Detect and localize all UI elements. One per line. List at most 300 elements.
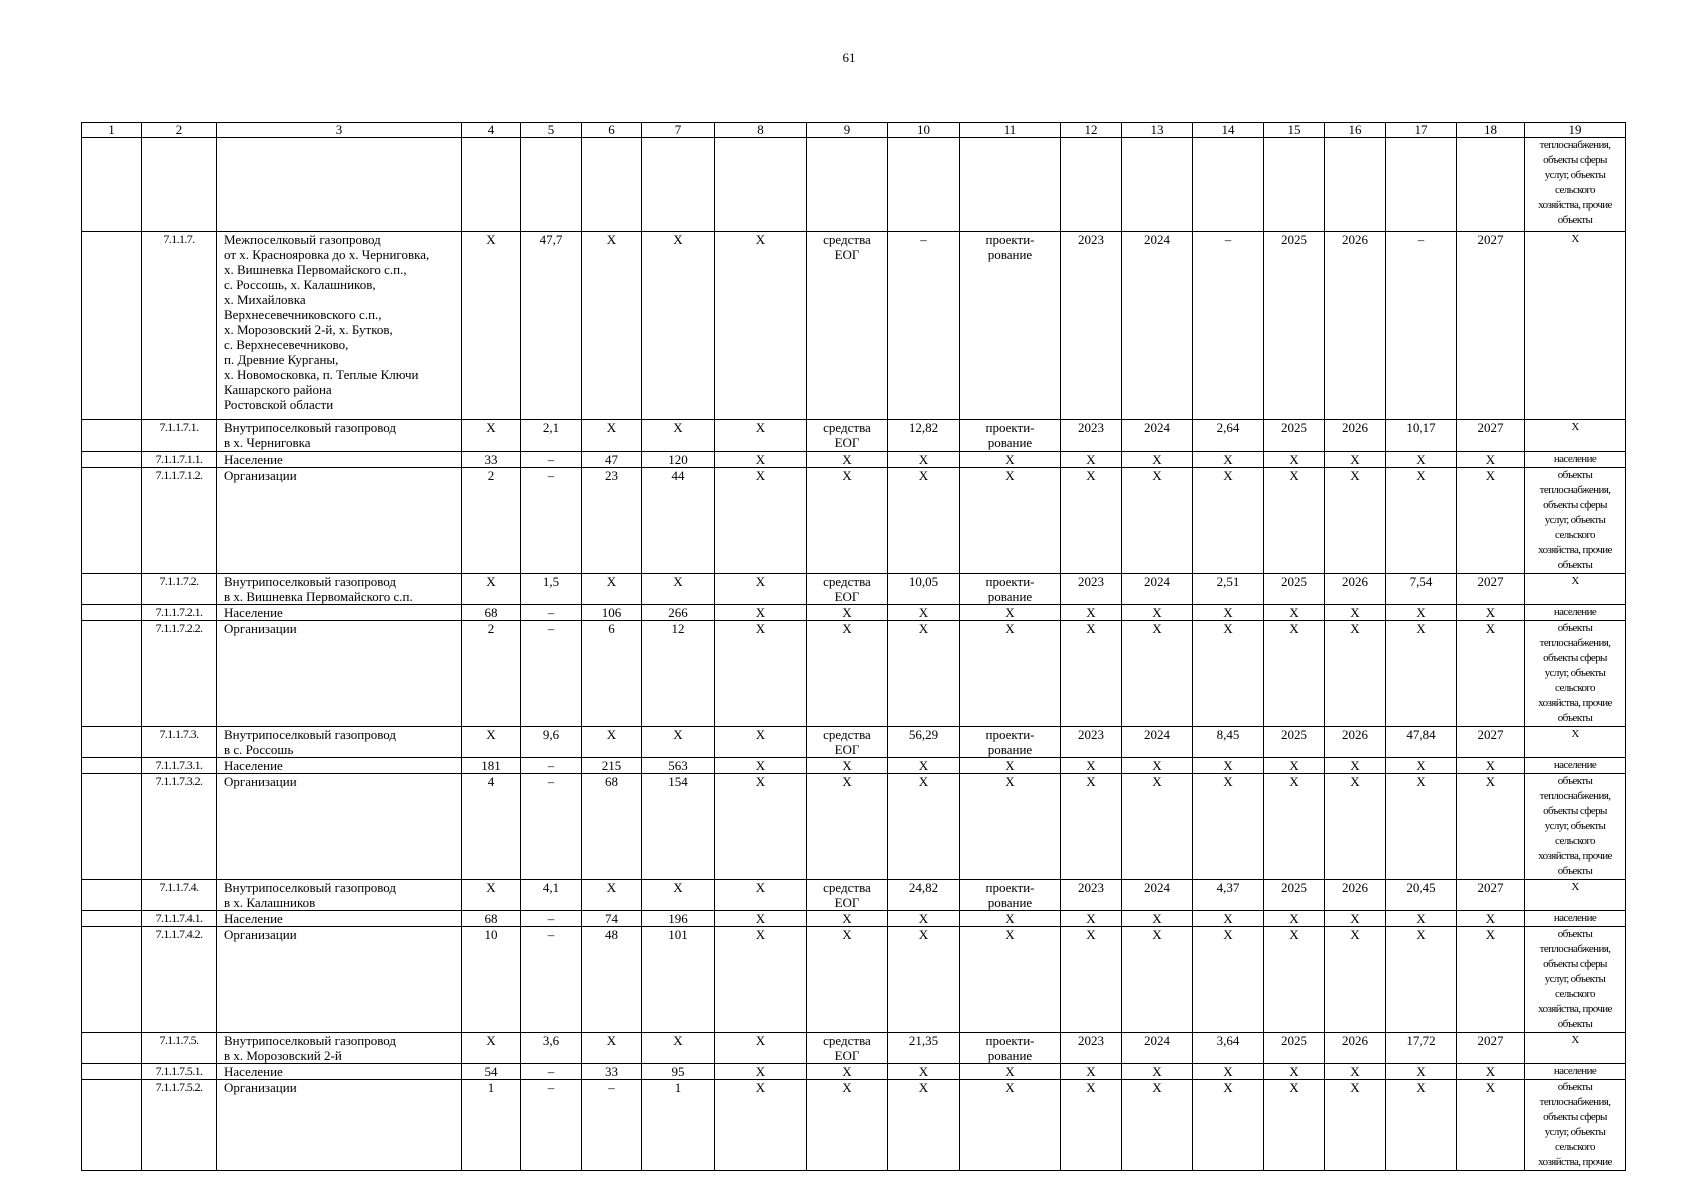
table-cell-col-3: Население [217,452,462,468]
table-cell-col-8: Х [715,621,807,727]
table-cell-col-9: средства ЕОГ [807,420,888,452]
table-body [82,138,1626,1171]
table-cell-col-6: 33 [582,1064,642,1080]
table-cell-col-7: Х [642,574,715,605]
table-cell-col-18: Х [1457,605,1525,621]
table-cell-col-2: 7.1.1.7.4. [142,880,217,911]
table-cell-col-1 [82,1080,142,1171]
table-cell-col-2: 7.1.1.7.4.1. [142,911,217,927]
table-cell-col-1 [82,774,142,880]
table-cell-col-16: 2026 [1325,420,1386,452]
table-cell-col-17: 17,72 [1386,1033,1457,1064]
table-cell-col-11: Х [960,605,1061,621]
table-cell-col-19: объекты теплоснабжения, объекты сферы услуг, объекты сельского хозяйства, прочие объекты [1525,927,1626,1033]
table-cell-col-12: Х [1061,468,1122,574]
table-cell-col-14: Х [1193,774,1264,880]
table-cell-col-11: проекти- рование [960,420,1061,452]
table-cell-col-4: 10 [462,927,521,1033]
table-cell-col-5: 2,1 [521,420,582,452]
table-cell-col-5: 47,7 [521,232,582,420]
table-cell-col-9: Х [807,911,888,927]
table-cell-col-2: 7.1.1.7.5. [142,1033,217,1064]
table-cell-col-3: Население [217,1064,462,1080]
table-cell-col-14: Х [1193,1064,1264,1080]
table-cell-col-5: 4,1 [521,880,582,911]
table-cell-col-13: 2024 [1122,232,1193,420]
table-cell-col-11: проекти- рование [960,727,1061,758]
table-cell-col-7: 95 [642,1064,715,1080]
table-cell-col-12: 2023 [1061,727,1122,758]
table-cell-col-1 [82,621,142,727]
column-header-6: 6 [582,123,642,138]
column-header-10: 10 [888,123,960,138]
table-cell-col-8: Х [715,232,807,420]
table-row [82,774,1626,880]
table-cell-col-13: 2024 [1122,574,1193,605]
table-cell-col-8: Х [715,727,807,758]
table-cell-col-8: Х [715,774,807,880]
table-cell-col-11: Х [960,911,1061,927]
table-cell-col-12 [1061,138,1122,232]
table-cell-col-18: 2027 [1457,420,1525,452]
table-cell-col-8: Х [715,758,807,774]
table-cell-col-2: 7.1.1.7.2.1. [142,605,217,621]
table-cell-col-19: объекты теплоснабжения, объекты сферы услуг, объекты сельского хозяйства, прочие объекты [1525,468,1626,574]
table-cell-col-7: 266 [642,605,715,621]
table-cell-col-18: Х [1457,1064,1525,1080]
table-cell-col-19: население [1525,452,1626,468]
table-cell-col-1 [82,574,142,605]
table-cell-col-16: Х [1325,605,1386,621]
column-header-14: 14 [1193,123,1264,138]
table-cell-col-15: Х [1264,774,1325,880]
table-cell-col-1 [82,1064,142,1080]
table-cell-col-4: Х [462,1033,521,1064]
table-cell-col-13: Х [1122,468,1193,574]
column-header-2: 2 [142,123,217,138]
table-cell-col-6: 6 [582,621,642,727]
table-cell-col-10 [888,138,960,232]
table-cell-col-14: Х [1193,1080,1264,1171]
table-cell-col-15: Х [1264,1064,1325,1080]
column-number-row [82,123,1626,138]
table-cell-col-5 [521,138,582,232]
table-cell-col-7: 154 [642,774,715,880]
table-cell-col-16: Х [1325,758,1386,774]
table-cell-col-11: проекти- рование [960,1033,1061,1064]
column-header-7: 7 [642,123,715,138]
table-cell-col-4: 33 [462,452,521,468]
table-cell-col-16: 2026 [1325,232,1386,420]
table-cell-col-10: Х [888,452,960,468]
table-cell-col-8: Х [715,468,807,574]
table-row [82,1080,1626,1171]
table-cell-col-12: 2023 [1061,420,1122,452]
table-cell-col-1 [82,605,142,621]
column-header-5: 5 [521,123,582,138]
table-cell-col-15: Х [1264,452,1325,468]
table-cell-col-16: Х [1325,468,1386,574]
table-cell-col-8: Х [715,911,807,927]
table-row [82,1033,1626,1064]
table-cell-col-5: – [521,468,582,574]
table-cell-col-2: 7.1.1.7.5.2. [142,1080,217,1171]
table-cell-col-6: 23 [582,468,642,574]
table-cell-col-13: 2024 [1122,727,1193,758]
table-cell-col-17: Х [1386,774,1457,880]
table-row [82,927,1626,1033]
table-cell-col-13: 2024 [1122,420,1193,452]
table-cell-col-16: Х [1325,774,1386,880]
table-cell-col-14: Х [1193,927,1264,1033]
table-cell-col-14: Х [1193,468,1264,574]
table-cell-col-13: 2024 [1122,880,1193,911]
table-cell-col-19: Х [1525,574,1626,605]
table-cell-col-18: Х [1457,927,1525,1033]
table-cell-col-16: Х [1325,621,1386,727]
table-cell-col-1 [82,727,142,758]
table-cell-col-18: 2027 [1457,1033,1525,1064]
table-cell-col-15: 2025 [1264,420,1325,452]
table-row [82,420,1626,452]
table-cell-col-19: теплоснабжения, объекты сферы услуг, объекты сельского хозяйства, прочие объекты [1525,138,1626,232]
table-cell-col-10: Х [888,605,960,621]
table-cell-col-19: Х [1525,232,1626,420]
table-cell-col-4: 4 [462,774,521,880]
table-cell-col-6: 68 [582,774,642,880]
table-cell-col-6: Х [582,232,642,420]
table-cell-col-9: Х [807,927,888,1033]
table-cell-col-14: Х [1193,605,1264,621]
table-cell-col-7: Х [642,420,715,452]
table-cell-col-4: 68 [462,605,521,621]
table-cell-col-10: 56,29 [888,727,960,758]
table-cell-col-12: Х [1061,1080,1122,1171]
table-cell-col-14: Х [1193,621,1264,727]
table-cell-col-6: – [582,1080,642,1171]
table-cell-col-11: Х [960,758,1061,774]
table-cell-col-11: Х [960,1080,1061,1171]
table-cell-col-8: Х [715,880,807,911]
table-cell-col-17: Х [1386,911,1457,927]
table-cell-col-5: – [521,774,582,880]
table-cell-col-11: Х [960,774,1061,880]
column-header-4: 4 [462,123,521,138]
table-cell-col-10: 10,05 [888,574,960,605]
table-cell-col-1 [82,138,142,232]
table-cell-col-18: 2027 [1457,574,1525,605]
table-cell-col-5: 9,6 [521,727,582,758]
table-cell-col-1 [82,1033,142,1064]
table-cell-col-7: 120 [642,452,715,468]
table-cell-col-8 [715,138,807,232]
table-cell-col-8: Х [715,452,807,468]
table-cell-col-2 [142,138,217,232]
table-cell-col-19: Х [1525,1033,1626,1064]
table-cell-col-4: 2 [462,468,521,574]
table-cell-col-8: Х [715,1080,807,1171]
table-cell-col-13: Х [1122,927,1193,1033]
table-cell-col-3: Внутрипоселковый газопровод в с. Россошь [217,727,462,758]
table-cell-col-7: 101 [642,927,715,1033]
table-row [82,1064,1626,1080]
table-cell-col-3: Население [217,758,462,774]
table-cell-col-19: население [1525,1064,1626,1080]
table-cell-col-11: Х [960,1064,1061,1080]
table-cell-col-9: средства ЕОГ [807,232,888,420]
table-cell-col-4: 2 [462,621,521,727]
table-row [82,232,1626,420]
table-cell-col-3 [217,138,462,232]
table-cell-col-6: 106 [582,605,642,621]
table-cell-col-9: Х [807,774,888,880]
table-cell-col-13: Х [1122,1064,1193,1080]
table-cell-col-17 [1386,138,1457,232]
table-cell-col-3: Внутрипоселковый газопровод в х. Черниговка [217,420,462,452]
table-cell-col-1 [82,880,142,911]
table-cell-col-3: Организации [217,621,462,727]
table-cell-col-12: Х [1061,911,1122,927]
table-cell-col-3: Внутрипоселковый газопровод в х. Калашников [217,880,462,911]
table-cell-col-18: 2027 [1457,232,1525,420]
table-cell-col-14: – [1193,232,1264,420]
table-cell-col-2: 7.1.1.7.1. [142,420,217,452]
table-cell-col-6: Х [582,880,642,911]
table-cell-col-17: Х [1386,468,1457,574]
table-cell-col-7: 44 [642,468,715,574]
table-cell-col-2: 7.1.1.7.4.2. [142,927,217,1033]
table-row [82,880,1626,911]
table-cell-col-3: Население [217,605,462,621]
table-cell-col-8: Х [715,927,807,1033]
table-cell-col-10: Х [888,468,960,574]
table-cell-col-13: Х [1122,774,1193,880]
table-cell-col-12: 2023 [1061,232,1122,420]
table-cell-col-19: население [1525,911,1626,927]
table-cell-col-18: Х [1457,452,1525,468]
table-cell-col-19: объекты теплоснабжения, объекты сферы услуг, объекты сельского хозяйства, прочие объекты [1525,774,1626,880]
table-row [82,727,1626,758]
table-cell-col-2: 7.1.1.7.1.1. [142,452,217,468]
table-cell-col-15: 2025 [1264,1033,1325,1064]
column-header-16: 16 [1325,123,1386,138]
table-cell-col-11: Х [960,452,1061,468]
table-cell-col-9: Х [807,605,888,621]
table-cell-col-13: Х [1122,621,1193,727]
table-cell-col-14: Х [1193,452,1264,468]
table-cell-col-8: Х [715,605,807,621]
table-cell-col-14: 8,45 [1193,727,1264,758]
table-cell-col-12: Х [1061,605,1122,621]
table-cell-col-6: 215 [582,758,642,774]
table-cell-col-4: 68 [462,911,521,927]
table-cell-col-13 [1122,138,1193,232]
table-cell-col-17: – [1386,232,1457,420]
table-cell-col-14: 4,37 [1193,880,1264,911]
table-cell-col-2: 7.1.1.7.3.2. [142,774,217,880]
table-cell-col-19: Х [1525,420,1626,452]
table-cell-col-13: Х [1122,452,1193,468]
table-row [82,468,1626,574]
table-cell-col-17: Х [1386,1064,1457,1080]
table-cell-col-19: Х [1525,727,1626,758]
table-cell-col-17: 7,54 [1386,574,1457,605]
table-cell-col-8: Х [715,1033,807,1064]
table-cell-col-1 [82,927,142,1033]
table-cell-col-13: Х [1122,1080,1193,1171]
table-cell-col-19: объекты теплоснабжения, объекты сферы услуг, объекты сельского хозяйства, прочие [1525,1080,1626,1171]
table-cell-col-6: 47 [582,452,642,468]
table-cell-col-7: 196 [642,911,715,927]
table-cell-col-15: 2025 [1264,574,1325,605]
table-cell-col-11: Х [960,468,1061,574]
table-cell-col-2: 7.1.1.7.3. [142,727,217,758]
table-cell-col-10: Х [888,911,960,927]
table-cell-col-13: Х [1122,605,1193,621]
table-cell-col-6: Х [582,1033,642,1064]
column-header-12: 12 [1061,123,1122,138]
table-cell-col-1 [82,420,142,452]
table-cell-col-15: Х [1264,605,1325,621]
table-cell-col-14: 2,64 [1193,420,1264,452]
table-cell-col-5: 3,6 [521,1033,582,1064]
table-cell-col-13: 2024 [1122,1033,1193,1064]
table-cell-col-3: Организации [217,1080,462,1171]
table-cell-col-7: Х [642,880,715,911]
table-cell-col-17: Х [1386,605,1457,621]
table-cell-col-12: 2023 [1061,1033,1122,1064]
table-cell-col-16: Х [1325,911,1386,927]
table-cell-col-11 [960,138,1061,232]
table-cell-col-6 [582,138,642,232]
table-cell-col-4: Х [462,880,521,911]
table-cell-col-10: Х [888,1080,960,1171]
table-cell-col-14: Х [1193,758,1264,774]
table-cell-col-3: Организации [217,927,462,1033]
table-cell-col-7: 12 [642,621,715,727]
table-cell-col-5: – [521,621,582,727]
table-cell-col-11: Х [960,927,1061,1033]
table-cell-col-18: 2027 [1457,727,1525,758]
table-cell-col-11: Х [960,621,1061,727]
table-cell-col-7: Х [642,1033,715,1064]
column-header-15: 15 [1264,123,1325,138]
table-cell-col-16: 2026 [1325,574,1386,605]
table-cell-col-9: средства ЕОГ [807,1033,888,1064]
table-cell-col-16: Х [1325,1080,1386,1171]
table-cell-col-13: Х [1122,758,1193,774]
table-cell-col-2: 7.1.1.7.5.1. [142,1064,217,1080]
table-cell-col-10: 12,82 [888,420,960,452]
table-cell-col-5: – [521,1080,582,1171]
table-cell-col-1 [82,468,142,574]
table-cell-col-12: Х [1061,774,1122,880]
table-cell-col-17: Х [1386,452,1457,468]
table-cell-col-14 [1193,138,1264,232]
table-cell-col-7: 563 [642,758,715,774]
table-cell-col-15: Х [1264,758,1325,774]
table-cell-col-7: Х [642,727,715,758]
table-cell-col-15: Х [1264,621,1325,727]
table-cell-col-5: – [521,927,582,1033]
table-row [82,911,1626,927]
table-cell-col-13: Х [1122,911,1193,927]
table-cell-col-15: Х [1264,927,1325,1033]
table-cell-col-18: Х [1457,621,1525,727]
table-cell-col-12: Х [1061,927,1122,1033]
table-cell-col-4: Х [462,574,521,605]
table-cell-col-8: Х [715,420,807,452]
table-row [82,758,1626,774]
column-header-17: 17 [1386,123,1457,138]
table-cell-col-18: 2027 [1457,880,1525,911]
table-cell-col-4: 181 [462,758,521,774]
table-cell-col-12: 2023 [1061,574,1122,605]
table-cell-col-5: 1,5 [521,574,582,605]
table-cell-col-2: 7.1.1.7.2. [142,574,217,605]
table-row [82,621,1626,727]
table-cell-col-2: 7.1.1.7.1.2. [142,468,217,574]
table-cell-col-3: Организации [217,468,462,574]
table-cell-col-11: проекти- рование [960,232,1061,420]
table-row [82,574,1626,605]
table-cell-col-17: Х [1386,621,1457,727]
table-cell-col-12: Х [1061,758,1122,774]
table-cell-col-4: 54 [462,1064,521,1080]
table-cell-col-10: Х [888,621,960,727]
table-cell-col-4: Х [462,232,521,420]
data-table [81,122,1626,1171]
table-cell-col-11: проекти- рование [960,574,1061,605]
table-cell-col-6: Х [582,574,642,605]
table-cell-col-19: население [1525,758,1626,774]
table-cell-col-11: проекти- рование [960,880,1061,911]
table-header [82,123,1626,138]
table-cell-col-1 [82,452,142,468]
table-cell-col-9: Х [807,1080,888,1171]
table-cell-col-6: Х [582,420,642,452]
table-cell-col-16: Х [1325,1064,1386,1080]
table-cell-col-4: Х [462,727,521,758]
table-cell-col-17: 47,84 [1386,727,1457,758]
table-cell-col-16: Х [1325,452,1386,468]
table-cell-col-12: Х [1061,1064,1122,1080]
table-cell-col-9: Х [807,468,888,574]
table-cell-col-7: Х [642,232,715,420]
table-cell-col-6: 74 [582,911,642,927]
table-cell-col-16: 2026 [1325,727,1386,758]
column-header-3: 3 [217,123,462,138]
table-cell-col-5: – [521,605,582,621]
table-cell-col-5: – [521,1064,582,1080]
table-row [82,138,1626,232]
table-cell-col-9: Х [807,758,888,774]
table-cell-col-8: Х [715,1064,807,1080]
table-cell-col-15 [1264,138,1325,232]
column-header-9: 9 [807,123,888,138]
table-cell-col-4 [462,138,521,232]
table-cell-col-9: средства ЕОГ [807,574,888,605]
table-cell-col-4: Х [462,420,521,452]
table-cell-col-3: Внутрипоселковый газопровод в х. Вишневка Первомайского с.п. [217,574,462,605]
column-header-18: 18 [1457,123,1525,138]
table-cell-col-10: 21,35 [888,1033,960,1064]
table-cell-col-18: Х [1457,468,1525,574]
table-cell-col-7 [642,138,715,232]
table-cell-col-3: Внутрипоселковый газопровод в х. Морозовский 2-й [217,1033,462,1064]
column-header-13: 13 [1122,123,1193,138]
table-cell-col-15: 2025 [1264,880,1325,911]
